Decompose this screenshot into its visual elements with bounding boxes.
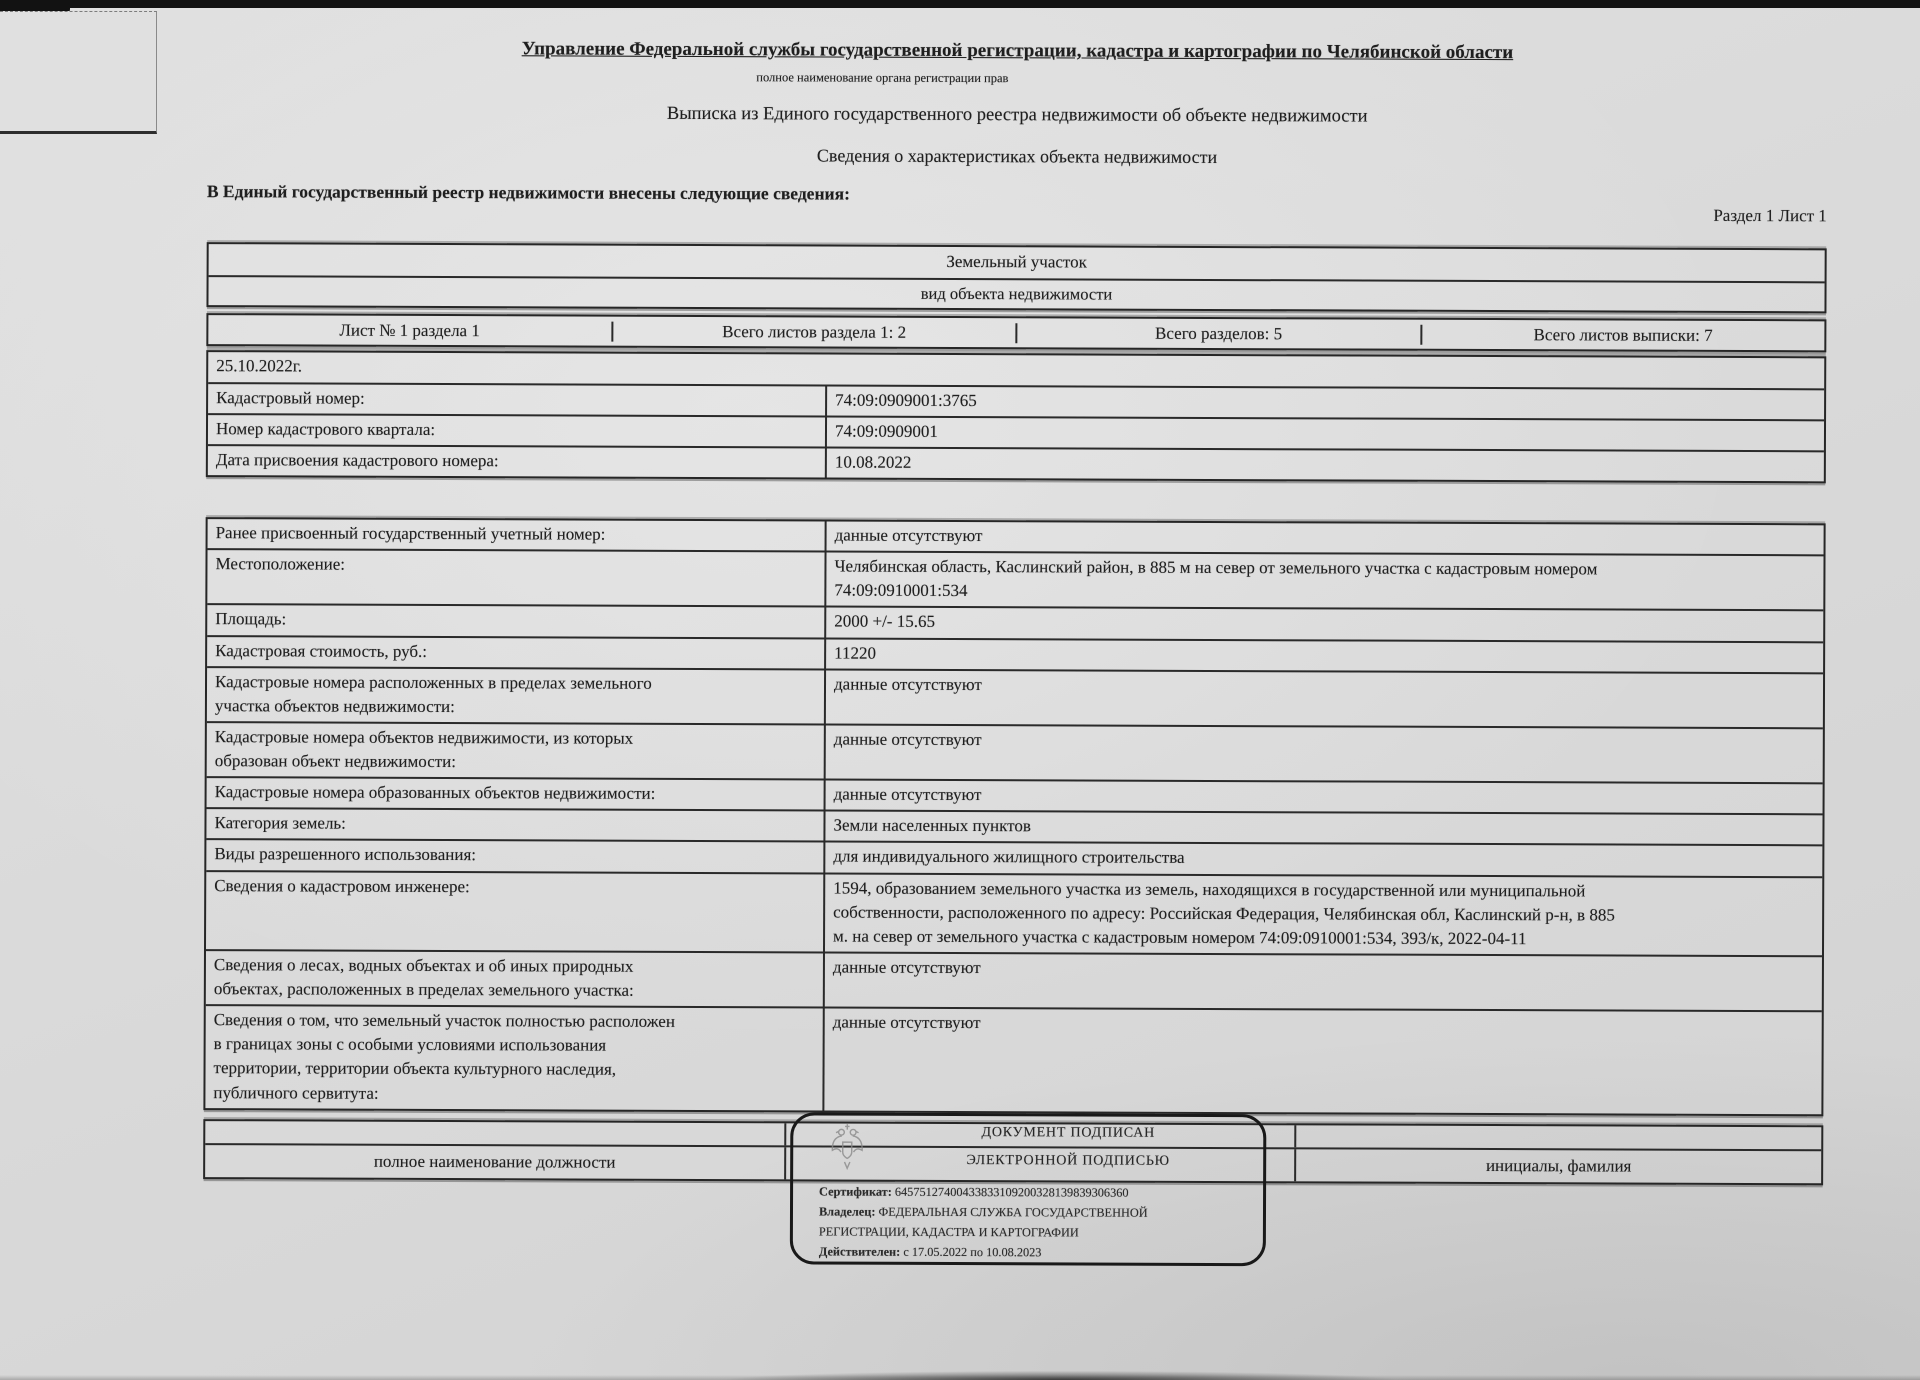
owner-value-1: ФЕДЕРАЛЬНАЯ СЛУЖБА ГОСУДАРСТВЕННОЙ [878,1204,1148,1220]
valid-value: с 17.05.2022 по 10.08.2023 [903,1244,1042,1260]
sheet-info-table [206,313,1826,352]
cadastral-value: 74:09:0909001:3765 [825,386,1824,419]
detail-value: 1594, образованием земельного участка из земель, находящихся в государственной или муниципальной собственности, расположенного по адресу: Российская Федерация, Челябинская обл, Каслинский р-н, в 885 м. на север от земельного участка с кадастровым номером 74:09:0910001:534, 393/к, 2022-04-11 [823,874,1822,955]
detail-label: Виды разрешенного использования: [214,844,477,865]
authority-caption: полное наименование органа регистрации прав [756,70,1009,86]
detail-value: данные отсутствуют [824,781,1823,814]
cert-value: 64575127400433833109200328139839306360 [894,1184,1129,1200]
detail-label: Площадь: [215,609,287,629]
stamp-owner-line2 [819,1221,1255,1243]
detail-label: Кадастровые номера расположенных в пределах земельного участка объектов недвижимости: [214,671,652,716]
object-type-table [206,242,1826,313]
detail-label: Кадастровая стоимость, руб.: [215,640,428,661]
doc-subtitle: Сведения о характеристиках объекта недвижимости [816,145,1218,167]
detail-row [206,872,1822,958]
cadastral-label: Номер кадастрового квартала: [215,419,436,440]
authority-title: Управление Федеральной службы государственной регистрации, кадастра и картографии по Челябинской области [521,38,1514,64]
valid-label: Действителен: [818,1244,901,1259]
sheet-info-cell: Всего листов выписки: 7 [1420,324,1825,346]
detail-label: Сведения о том, что земельный участок полностью расположен в границах зоны с особыми условиями использования территории, территории объекта культурного наследия, публичного сервитута: [213,1010,675,1103]
intro-line: В Единый государственный реестр недвижимости внесены следующие сведения: [206,181,850,204]
cadastral-value: 10.08.2022 [825,449,1824,482]
detail-value: 11220 [824,639,1823,672]
stamp-valid-line [819,1241,1255,1263]
detail-row [207,668,1823,729]
detail-value: данные отсутствуют [823,953,1822,1010]
name-caption: инициалы, фамилия [1485,1156,1632,1176]
stamp-title-line2: ЭЛЕКТРОННОЙ ПОДПИСЬЮ [966,1153,1170,1169]
detail-value: Земли населенных пунктов [823,812,1822,845]
name-space [1296,1125,1821,1149]
scanner-edge-top [0,0,1920,8]
object-type-value: Земельный участок [946,251,1087,272]
corner-sticker [0,11,157,134]
detail-row [207,550,1823,611]
detail-label: Категория земель: [214,813,346,833]
scanner-shadow-bottom [660,1369,1460,1380]
object-type-caption-row [208,277,1824,311]
cadastral-table [206,350,1826,484]
sheet-info-cell: Лист № 1 раздела 1 [339,320,480,340]
detail-value: Челябинская область, Каслинский район, в 885 м на север от земельного участка с кадастровым номером 74:09:0910001:534 [824,553,1823,610]
state-emblem-icon [829,1121,865,1175]
cadastral-row [208,446,1824,481]
owner-value-2: РЕГИСТРАЦИИ, КАДАСТРА И КАРТОГРАФИИ [818,1224,1079,1240]
detail-value: 2000 +/- 15.65 [824,608,1823,641]
detail-row [206,951,1822,1012]
detail-row [207,723,1823,784]
detail-label: Кадастровые номера объектов недвижимости, из которых образован объект недвижимости: [214,727,634,772]
stamp-owner-line [819,1201,1255,1223]
detail-value: данные отсутствуют [824,725,1823,782]
detail-label: Сведения о кадастровом инженере: [214,875,470,896]
detail-value: данные отсутствуют [824,670,1823,727]
stamp-title-line1: ДОКУМЕНТ ПОДПИСАН [981,1125,1156,1141]
details-table [203,517,1825,1116]
detail-value: данные отсутствуют [825,521,1824,554]
signature-space [205,1121,784,1145]
cadastral-value: 74:09:0909001 [825,418,1824,451]
stamp-certificate-block [819,1181,1255,1263]
doc-title: Выписка из Единого государственного реестра недвижимости об объекте недвижимости [666,103,1368,127]
cadastral-label: Кадастровый номер: [216,388,365,408]
extract-date: 25.10.2022г. [216,356,303,376]
cadastral-label: Дата присвоения кадастрового номера: [215,450,499,471]
cert-label: Сертификат: [819,1184,892,1199]
detail-row [205,1006,1821,1114]
stamp-cert-line [819,1181,1255,1203]
sheet-info-row [208,315,1824,350]
signature-stamp [790,1112,1267,1266]
detail-label: Сведения о лесах, водных объектах и об иных природных объектах, расположенных в пределах земельного участка: [213,955,634,1000]
section-sheet-label: Раздел 1 Лист 1 [1713,205,1827,226]
sheet-info-cell: Всего листов раздела 1: 2 [611,321,1016,343]
detail-label: Ранее присвоенный государственный учетный номер: [215,523,606,544]
owner-label: Владелец: [818,1204,876,1219]
detail-value: для индивидуального жилищного строительства [823,843,1822,876]
detail-value: данные отсутствуют [822,1009,1821,1114]
position-caption: полное наименование должности [373,1151,616,1172]
detail-label: Кадастровые номера образованных объектов недвижимости: [214,782,656,803]
detail-label: Местоположение: [215,554,346,574]
sheet-info-cell: Всего разделов: 5 [1015,323,1420,345]
object-type-caption: вид объекта недвижимости [920,283,1113,304]
